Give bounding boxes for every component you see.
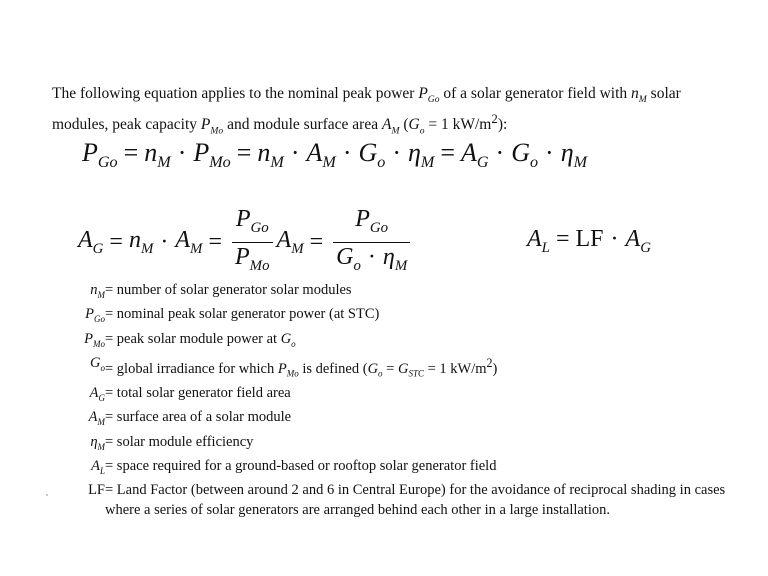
sym-a: A [306, 138, 323, 167]
definition-symbol: LF [88, 482, 105, 499]
definition-symbol [50, 281, 105, 305]
sym-g: G [367, 360, 379, 377]
definition-symbol [50, 433, 105, 457]
dot-operator: · [495, 138, 505, 167]
intro-text-3: solar modules, peak capacity [52, 85, 681, 134]
definition-part: = 1 kW/m [423, 360, 487, 377]
sub-m: M [97, 289, 105, 300]
sym-p: P [235, 243, 250, 270]
equation-land-area [527, 226, 651, 257]
sym-n: n [257, 138, 271, 167]
definition-symbol [50, 305, 105, 329]
sym-a: A [381, 116, 392, 134]
dot-operator: · [367, 243, 376, 270]
sub-mo: Mo [286, 368, 299, 379]
intro-text-6: = 1 kW/m [424, 116, 492, 134]
fraction-pgo-go-eta [333, 205, 410, 280]
dot-operator: · [177, 138, 187, 167]
sub-m: M [190, 240, 203, 257]
definitions-list [50, 281, 750, 520]
definition-symbol [50, 457, 105, 481]
sub-o: o [529, 154, 539, 172]
sub-m: M [270, 154, 284, 172]
sub-stc: STC [408, 368, 424, 379]
sub-go: Go [94, 314, 105, 325]
numerator [233, 205, 272, 242]
definition-symbol [50, 384, 105, 408]
sym-g: G [90, 354, 101, 371]
definition-text: = space required for a ground-based or rooftop solar generator field [105, 457, 497, 474]
sym-g: G [280, 330, 292, 347]
definition-text [105, 330, 750, 354]
sub-g: G [476, 154, 489, 172]
stray-mark [46, 494, 48, 496]
sym-a: A [175, 226, 191, 253]
sub-go: Go [97, 154, 118, 172]
sub-l: L [100, 465, 105, 476]
sym-p: P [200, 116, 211, 134]
sub-mo: Mo [249, 257, 270, 274]
sub-m: M [391, 125, 400, 137]
equals-sign: = [109, 228, 123, 255]
equals-sign: = [208, 228, 222, 255]
fraction-pgo-pmo [232, 205, 273, 280]
intro-text-1: The following equation applies to the nominal peak power [52, 85, 419, 102]
definition-row [50, 457, 750, 481]
dot-operator: · [392, 138, 401, 167]
dot-operator: · [610, 226, 619, 252]
equals-sign: = [440, 138, 455, 167]
denominator [333, 242, 410, 280]
sub-go: Go [427, 94, 440, 106]
sym-g: G [511, 138, 530, 167]
sym-a: A [89, 385, 99, 402]
intro-text-2: of a solar generator field with [439, 85, 632, 102]
sub-mo: Mo [93, 338, 105, 349]
definition-row [50, 354, 750, 384]
dot-operator: · [545, 138, 554, 167]
sub-o: o [377, 154, 386, 172]
sym-n: n [631, 85, 639, 102]
sub-go: Go [369, 219, 389, 236]
sub-o: o [419, 125, 425, 137]
sub-o: o [353, 257, 361, 274]
definition-part: = peak solar module power at [105, 330, 281, 347]
definition-part: = [382, 360, 398, 377]
sub-l: L [541, 239, 550, 256]
sym-g: G [397, 360, 409, 377]
numerator [352, 205, 391, 242]
sub-g: G [92, 240, 104, 257]
definition-symbol [50, 330, 105, 354]
sym-a: A [276, 226, 292, 253]
definition-text: = Land Factor (between around 2 and 6 in Central Europe) for the avoidance of reciprocal shading in cases where a series of solar generators are arranged behind each other in a large installation. [105, 482, 726, 518]
intro-text-5: ( [399, 116, 409, 134]
sub-mo: Mo [210, 125, 224, 137]
sym-n: n [128, 226, 141, 253]
sub-m: M [140, 240, 154, 257]
dot-operator: · [160, 228, 169, 255]
sub-m: M [573, 154, 588, 172]
sub-mo: Mo [209, 154, 231, 172]
sym-n: n [90, 282, 98, 298]
sym-p: P [84, 330, 94, 347]
sym-n: n [144, 138, 158, 167]
sub-m: M [97, 441, 105, 452]
sym-eta: η [382, 243, 395, 270]
equals-sign: = [555, 226, 570, 252]
intro-paragraph [52, 84, 732, 140]
sub-m: M [291, 240, 304, 257]
definition-symbol [50, 354, 105, 384]
sym-p: P [418, 85, 428, 102]
sub-m: M [97, 417, 105, 428]
dot-operator: · [342, 138, 352, 167]
definition-text: = nominal peak solar generator power (at STC) [105, 306, 380, 323]
sym-a: A [527, 226, 542, 252]
denominator [232, 242, 273, 280]
sym-eta: η [90, 433, 98, 450]
definition-row [50, 481, 750, 520]
equation-peak-power [82, 138, 587, 172]
definition-text: = surface area of a solar module [105, 409, 292, 426]
sym-a: A [91, 457, 100, 474]
definition-row [50, 281, 750, 305]
definition-row [50, 384, 750, 408]
sym-a: A [88, 409, 98, 426]
sub-g: G [98, 392, 105, 403]
sym-a: A [625, 226, 641, 252]
definition-text: = total solar generator field area [105, 385, 291, 402]
definition-text: = solar module efficiency [105, 433, 254, 450]
intro-text-4: and module surface area [223, 116, 382, 134]
sym-eta: η [560, 138, 574, 167]
equals-sign: = [123, 138, 139, 167]
equation-generator-area [78, 205, 414, 280]
sym-g: G [336, 243, 354, 270]
definition-part: ) [492, 360, 498, 377]
sub-g: G [640, 239, 651, 256]
sym-p: P [82, 138, 98, 167]
land-factor-symbol: LF [575, 226, 604, 252]
sym-p: P [277, 360, 287, 377]
sub-go: Go [250, 219, 269, 236]
definition-row [50, 330, 750, 354]
sym-a: A [78, 226, 93, 253]
definition-text [105, 354, 750, 384]
sub-m: M [322, 154, 336, 172]
sub-m: M [638, 94, 647, 106]
definition-row [50, 305, 750, 329]
sym-p: P [193, 138, 210, 167]
sym-p: P [235, 206, 251, 232]
sym-g: G [408, 116, 420, 134]
sym-eta: η [408, 138, 421, 167]
sym-a: A [461, 138, 477, 167]
equals-sign: = [309, 228, 324, 255]
intro-text-8: ): [497, 116, 508, 134]
definition-row [50, 408, 750, 432]
sym-p: P [85, 306, 95, 323]
definition-text: = number of solar generator solar modules [105, 282, 352, 298]
definition-part: is defined ( [298, 360, 368, 377]
sub-o: o [378, 368, 383, 379]
definition-sup: 2 [486, 355, 493, 370]
sym-g: G [358, 138, 378, 167]
sym-p: P [355, 206, 370, 232]
definition-part: = global irradiance for which [105, 360, 278, 377]
definition-symbol [50, 408, 105, 432]
sub-m: M [394, 257, 408, 274]
dot-operator: · [290, 138, 300, 167]
sub-m: M [157, 154, 171, 172]
sub-m: M [420, 154, 435, 172]
sub-o: o [100, 362, 105, 373]
definition-row [50, 433, 750, 457]
equals-sign: = [236, 138, 252, 167]
sub-o: o [291, 338, 296, 349]
intro-sup: 2 [491, 111, 498, 127]
